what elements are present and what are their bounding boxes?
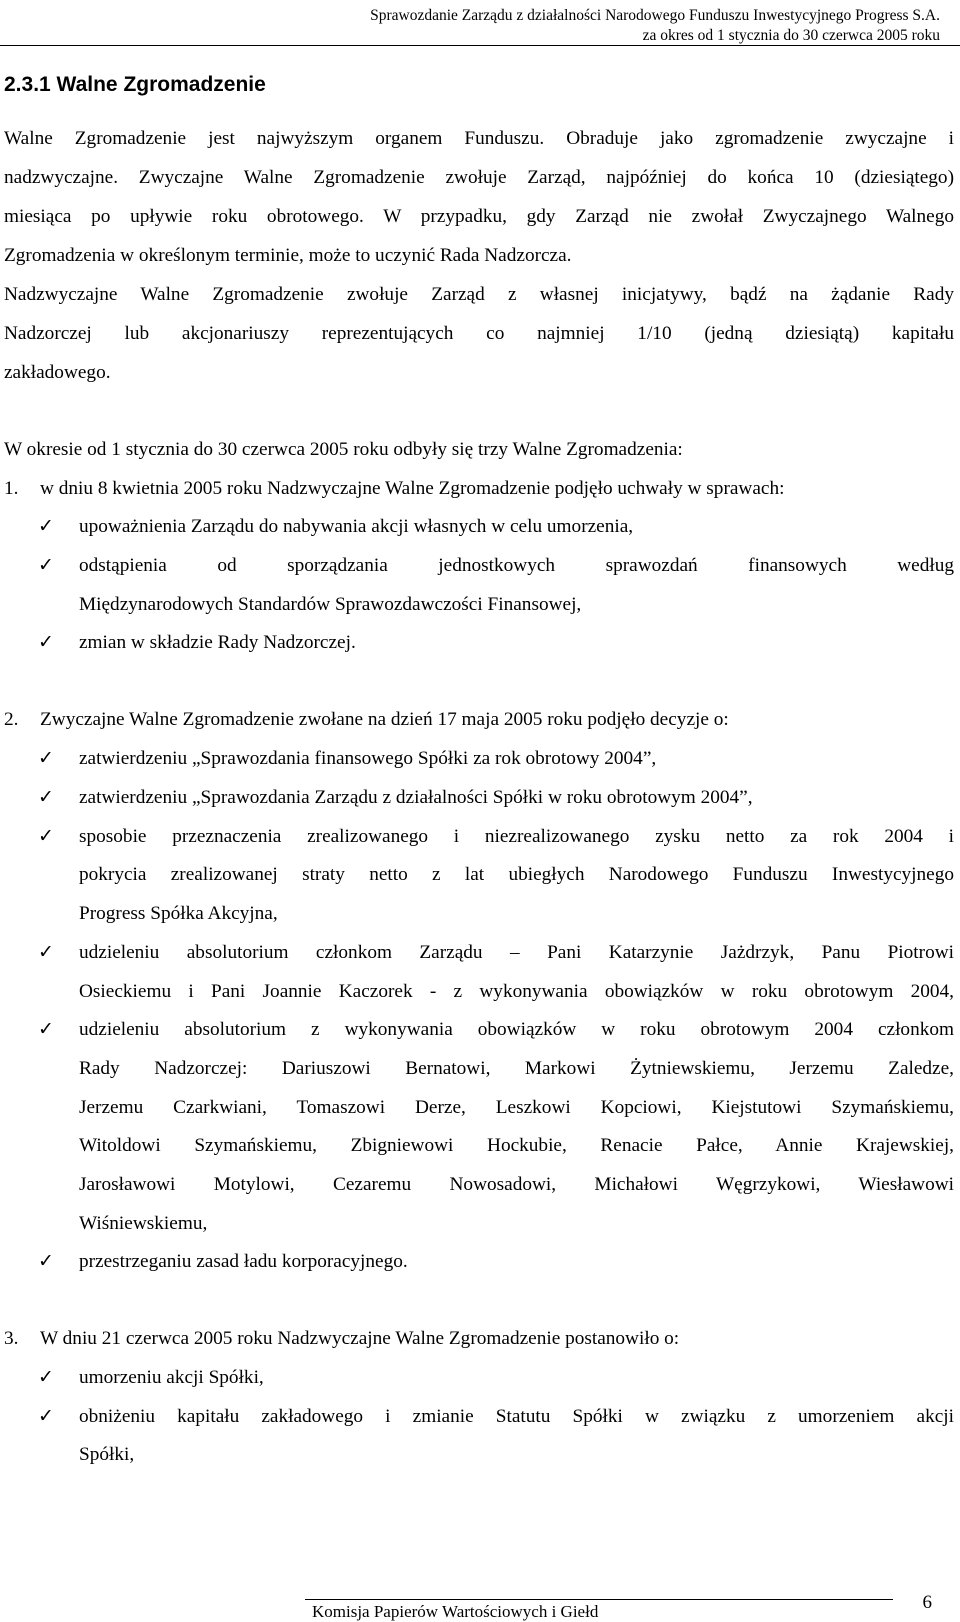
checkmark-icon: ✓: [38, 747, 54, 769]
intro-line: Zgromadzenia w określonym terminie, może to uczynić Rada Nadzorcza.: [4, 245, 572, 266]
list-item: Osieckiemu i Pani Joannie Kaczorek - z wykonywania obowiązków w roku obrotowym 2004,: [79, 981, 954, 1002]
list-item: Progress Spółka Akcyjna,: [79, 903, 278, 924]
intro-line: Nadzwyczajne Walne Zgromadzenie zwołuje Zarząd z własnej inicjatywy, bądź na żądanie Rady: [4, 284, 954, 305]
list-item: przestrzeganiu zasad ładu korporacyjnego.: [79, 1251, 408, 1272]
header-rule: [0, 45, 960, 46]
checkmark-icon: ✓: [38, 1250, 54, 1272]
intro-line: Walne Zgromadzenie jest najwyższym organem Funduszu. Obraduje jako zgromadzenie zwyczajne i: [4, 128, 954, 149]
meeting-number: 2.: [4, 709, 19, 730]
list-item: Międzynarodowych Standardów Sprawozdawczości Finansowej,: [79, 594, 582, 615]
header-period: za okres od 1 stycznia do 30 czerwca 2005 roku: [642, 27, 940, 44]
list-item: sposobie przeznaczenia zrealizowanego i niezrealizowanego zysku netto za rok 2004 i: [79, 826, 954, 847]
section-heading: 2.3.1 Walne Zgromadzenie: [4, 73, 266, 96]
list-item: odstąpienia od sporządzania jednostkowych sprawozdań finansowych według: [79, 555, 954, 576]
checkmark-icon: ✓: [38, 1405, 54, 1427]
intro-line: miesiąca po upływie roku obrotowego. W przypadku, gdy Zarząd nie zwołał Zwyczajnego Walnego: [4, 206, 954, 227]
list-item: Wiśniewskiemu,: [79, 1213, 208, 1234]
footer-rule: [305, 1599, 893, 1600]
meeting-number: 3.: [4, 1328, 19, 1349]
page-header: [370, 6, 940, 46]
checkmark-icon: ✓: [38, 1018, 54, 1040]
list-item: Rady Nadzorczej: Dariuszowi Bernatowi, Markowi Żytniewskiemu, Jerzemu Zaledze,: [79, 1058, 954, 1079]
list-item: pokrycia zrealizowanej straty netto z lat ubiegłych Narodowego Funduszu Inwestycyjnego: [79, 864, 954, 885]
checkmark-icon: ✓: [38, 631, 54, 653]
summary-line: W okresie od 1 stycznia do 30 czerwca 2005 roku odbyły się trzy Walne Zgromadzenia:: [4, 439, 683, 460]
page-number: 6: [922, 1592, 932, 1613]
list-item: Jerzemu Czarkwiani, Tomaszowi Derze, Leszkowi Kopciowi, Kiejstutowi Szymańskiemu,: [79, 1097, 954, 1118]
list-item: Witoldowi Szymańskiemu, Zbigniewowi Hockubie, Renacie Pałce, Annie Krajewskiej,: [79, 1135, 954, 1156]
header-title: Sprawozdanie Zarządu z działalności Narodowego Funduszu Inwestycyjnego Progress S.A.: [370, 7, 940, 24]
list-item: udzieleniu absolutorium członkom Zarządu – Pani Katarzynie Jażdrzyk, Panu Piotrowi: [79, 942, 954, 963]
list-item: obniżeniu kapitału zakładowego i zmianie Statutu Spółki w związku z umorzeniem akcji: [79, 1406, 954, 1427]
meeting-description: W dniu 21 czerwca 2005 roku Nadzwyczajne Walne Zgromadzenie postanowiło o:: [40, 1328, 680, 1349]
list-item: zatwierdzeniu „Sprawozdania finansowego Spółki za rok obrotowy 2004”,: [79, 748, 657, 769]
footer-text: Komisja Papierów Wartościowych i Giełd: [312, 1602, 599, 1621]
list-item: upoważnienia Zarządu do nabywania akcji własnych w celu umorzenia,: [79, 516, 634, 537]
list-item: umorzeniu akcji Spółki,: [79, 1367, 264, 1388]
checkmark-icon: ✓: [38, 786, 54, 808]
meeting-number: 1.: [4, 478, 19, 499]
checkmark-icon: ✓: [38, 554, 54, 576]
checkmark-icon: ✓: [38, 825, 54, 847]
meeting-description: Zwyczajne Walne Zgromadzenie zwołane na dzień 17 maja 2005 roku podjęło decyzje o:: [40, 709, 729, 730]
list-item: zatwierdzeniu „Sprawozdania Zarządu z działalności Spółki w roku obrotowym 2004”,: [79, 787, 753, 808]
checkmark-icon: ✓: [38, 515, 54, 537]
checkmark-icon: ✓: [38, 941, 54, 963]
intro-line: Nadzorczej lub akcjonariuszy reprezentujących co najmniej 1/10 (jedną dziesiątą) kapitału: [4, 323, 954, 344]
intro-line: nadzwyczajne. Zwyczajne Walne Zgromadzenie zwołuje Zarząd, najpóźniej do końca 10 (dziesiątego): [4, 167, 954, 188]
list-item: udzieleniu absolutorium z wykonywania obowiązków w roku obrotowym 2004 członkom: [79, 1019, 954, 1040]
meeting-description: w dniu 8 kwietnia 2005 roku Nadzwyczajne Walne Zgromadzenie podjęło uchwały w sprawach:: [40, 478, 785, 499]
list-item: zmian w składzie Rady Nadzorczej.: [79, 632, 356, 653]
intro-line: zakładowego.: [4, 362, 111, 383]
list-item: Spółki,: [79, 1444, 135, 1465]
list-item: Jarosławowi Motylowi, Cezaremu Nowosadowi, Michałowi Węgrzykowi, Wiesławowi: [79, 1174, 954, 1195]
checkmark-icon: ✓: [38, 1366, 54, 1388]
